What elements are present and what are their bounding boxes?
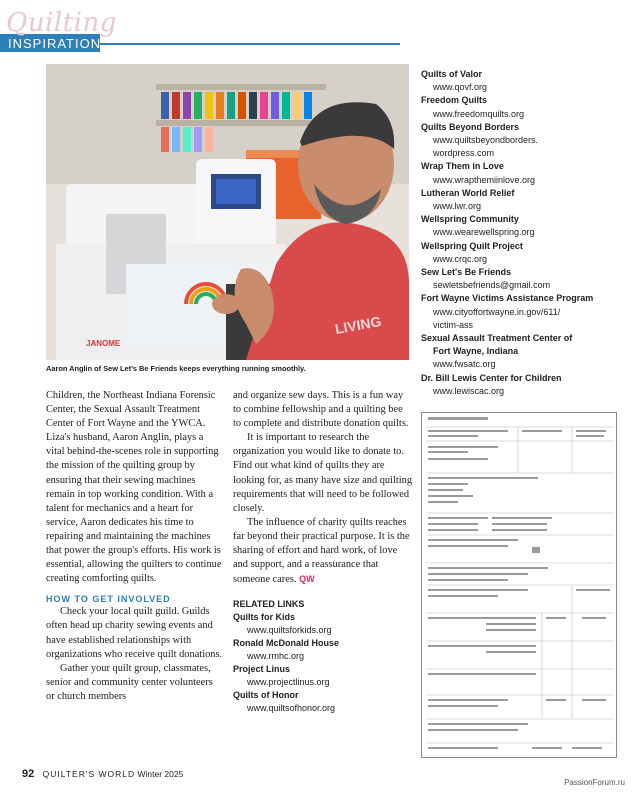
related-item-name: Project Linus xyxy=(233,664,291,675)
header-section: INSPIRATION xyxy=(8,36,102,51)
resource-url[interactable]: www.wearewellspring.org xyxy=(433,227,535,238)
resource-item xyxy=(421,292,621,332)
resource-url[interactable]: www.lewiscac.org xyxy=(433,385,505,396)
resource-url[interactable]: sewletsbefriends@gmail.com xyxy=(433,280,551,291)
resource-name: Dr. Bill Lewis Center for Children xyxy=(421,372,562,383)
resource-url[interactable]: www.wrapthemiinlove.org xyxy=(433,174,536,185)
related-item xyxy=(233,689,413,715)
section-heading-get-involved: HOW TO GET INVOLVED xyxy=(46,594,171,605)
resource-name: Wrap Them in Love xyxy=(421,161,504,172)
magazine-name: QUILTER'S WORLD xyxy=(42,769,136,779)
article-paragraph-2: Check your local quilt guild. Guilds often head up charity sewing events and have established relationships with organizations who receive quilt donations. xyxy=(46,606,223,660)
photo-illustration xyxy=(46,64,409,360)
resource-url[interactable]: www.lwr.org xyxy=(433,201,482,212)
related-item xyxy=(233,611,413,637)
page-header xyxy=(0,0,633,60)
resource-name: Fort Wayne Victims Assistance Program xyxy=(421,293,594,304)
related-item-name: Quilts of Honor xyxy=(233,690,299,701)
related-item-url[interactable]: www.rmhc.org xyxy=(247,651,305,662)
resource-name: Lutheran World Relief xyxy=(421,187,515,198)
watermark-text: PassionForum.ru xyxy=(564,778,625,787)
resource-item xyxy=(421,332,621,372)
resource-item xyxy=(421,240,621,266)
article-paragraph-3-cont: and organize sew days. This is a fun way to combine fellowship and a quilting bee to complete and distribute donation quilts. xyxy=(233,390,409,430)
related-item-name: Quilts for Kids xyxy=(233,612,296,623)
shirt-text: LIVING xyxy=(333,313,383,337)
article-paragraph-3: Gather your quilt group, classmates, senior and community center volunteers or church members xyxy=(46,662,213,702)
resource-name: Freedom Quilts xyxy=(421,95,488,106)
resource-url[interactable]: www.quiltsbeyondborders. xyxy=(433,135,539,146)
article-photo xyxy=(46,64,409,360)
photo-caption: Aaron Anglin of Sew Let's Be Friends keeps everything running smoothly. xyxy=(46,364,306,373)
resource-url[interactable]: www.crqc.org xyxy=(433,253,488,264)
article-column-1 xyxy=(46,389,224,704)
resource-url[interactable]: www.freedomquilts.org xyxy=(433,108,525,119)
resource-item xyxy=(421,372,621,398)
resource-item xyxy=(421,68,621,94)
header-script-title: Quilting xyxy=(6,8,117,38)
page-footer xyxy=(22,768,183,780)
related-item-name: Ronald McDonald House xyxy=(233,638,340,649)
resource-url[interactable]: www.qovf.org xyxy=(433,82,488,93)
resource-url[interactable]: www.cityoffortwayne.in.gov/611/ xyxy=(433,306,561,317)
article-paragraph-1: Children, the Northeast Indiana Forensic Center, the Sexual Assault Treatment Center of Fort Wayne and the YWCA. Liza's husband, Aaron Anglin, plays a vital behind-the-scenes role in supporting the mission of the quilting group by ensuring that their sewing machines remain in top working condition. With a talent for mechanics and a heart for service, Aaron dedicates his time to repairing and maintaining the machines that power the group's efforts. His work is essential, allowing the quilters to continue creating comforting quilts. xyxy=(46,390,222,585)
related-item-url[interactable]: www.quiltsofhonor.org xyxy=(247,703,336,714)
related-item xyxy=(233,637,413,663)
article-paragraph-5-text: The influence of charity quilts reaches far beyond their practical purpose. It is the sharing of effort and hard work, of love and support, and a reassurance that someone cares. xyxy=(233,516,410,586)
resource-item xyxy=(421,94,621,120)
resource-url[interactable]: victim-ass xyxy=(433,319,473,330)
resource-name: Wellspring Quilt Project xyxy=(421,240,523,251)
resource-name: Sexual Assault Treatment Center of xyxy=(421,333,573,344)
related-item-url[interactable]: www.quiltsforkids.org xyxy=(247,625,332,636)
resources-list xyxy=(421,68,621,398)
form-document-image xyxy=(421,412,617,758)
related-item xyxy=(233,663,413,689)
form-illustration xyxy=(422,413,617,758)
resource-name-line2: Fort Wayne, Indiana xyxy=(433,346,519,357)
resource-item xyxy=(421,121,621,161)
resource-item xyxy=(421,266,621,292)
resource-item xyxy=(421,213,621,239)
resource-url[interactable]: www.fwsatc.org xyxy=(433,359,496,370)
article-paragraph-4: It is important to research the organization you would like to donate to. Find out what kind of quilts they are looking for, as many have size and quilting requirements that will need to be followed closely. xyxy=(233,432,413,514)
resource-name: Sew Let's Be Friends xyxy=(421,267,512,278)
resource-item xyxy=(421,160,621,186)
issue-label: Winter 2025 xyxy=(137,769,184,779)
header-rule xyxy=(100,43,400,45)
resource-name: Quilts of Valor xyxy=(421,69,483,79)
article-paragraph-5 xyxy=(233,516,413,587)
resource-url[interactable]: wordpress.com xyxy=(433,148,495,159)
article-column-2 xyxy=(233,389,413,715)
related-item-url[interactable]: www.projectlinus.org xyxy=(247,677,330,688)
resource-name: Wellspring Community xyxy=(421,214,519,225)
resource-item xyxy=(421,187,621,213)
related-links-heading: RELATED LINKS xyxy=(233,599,305,610)
end-mark: QW xyxy=(299,574,315,585)
machine-brand-text: JANOME xyxy=(86,339,121,348)
page-number: 92 xyxy=(22,768,35,780)
resource-name: Quilts Beyond Borders xyxy=(421,121,520,132)
